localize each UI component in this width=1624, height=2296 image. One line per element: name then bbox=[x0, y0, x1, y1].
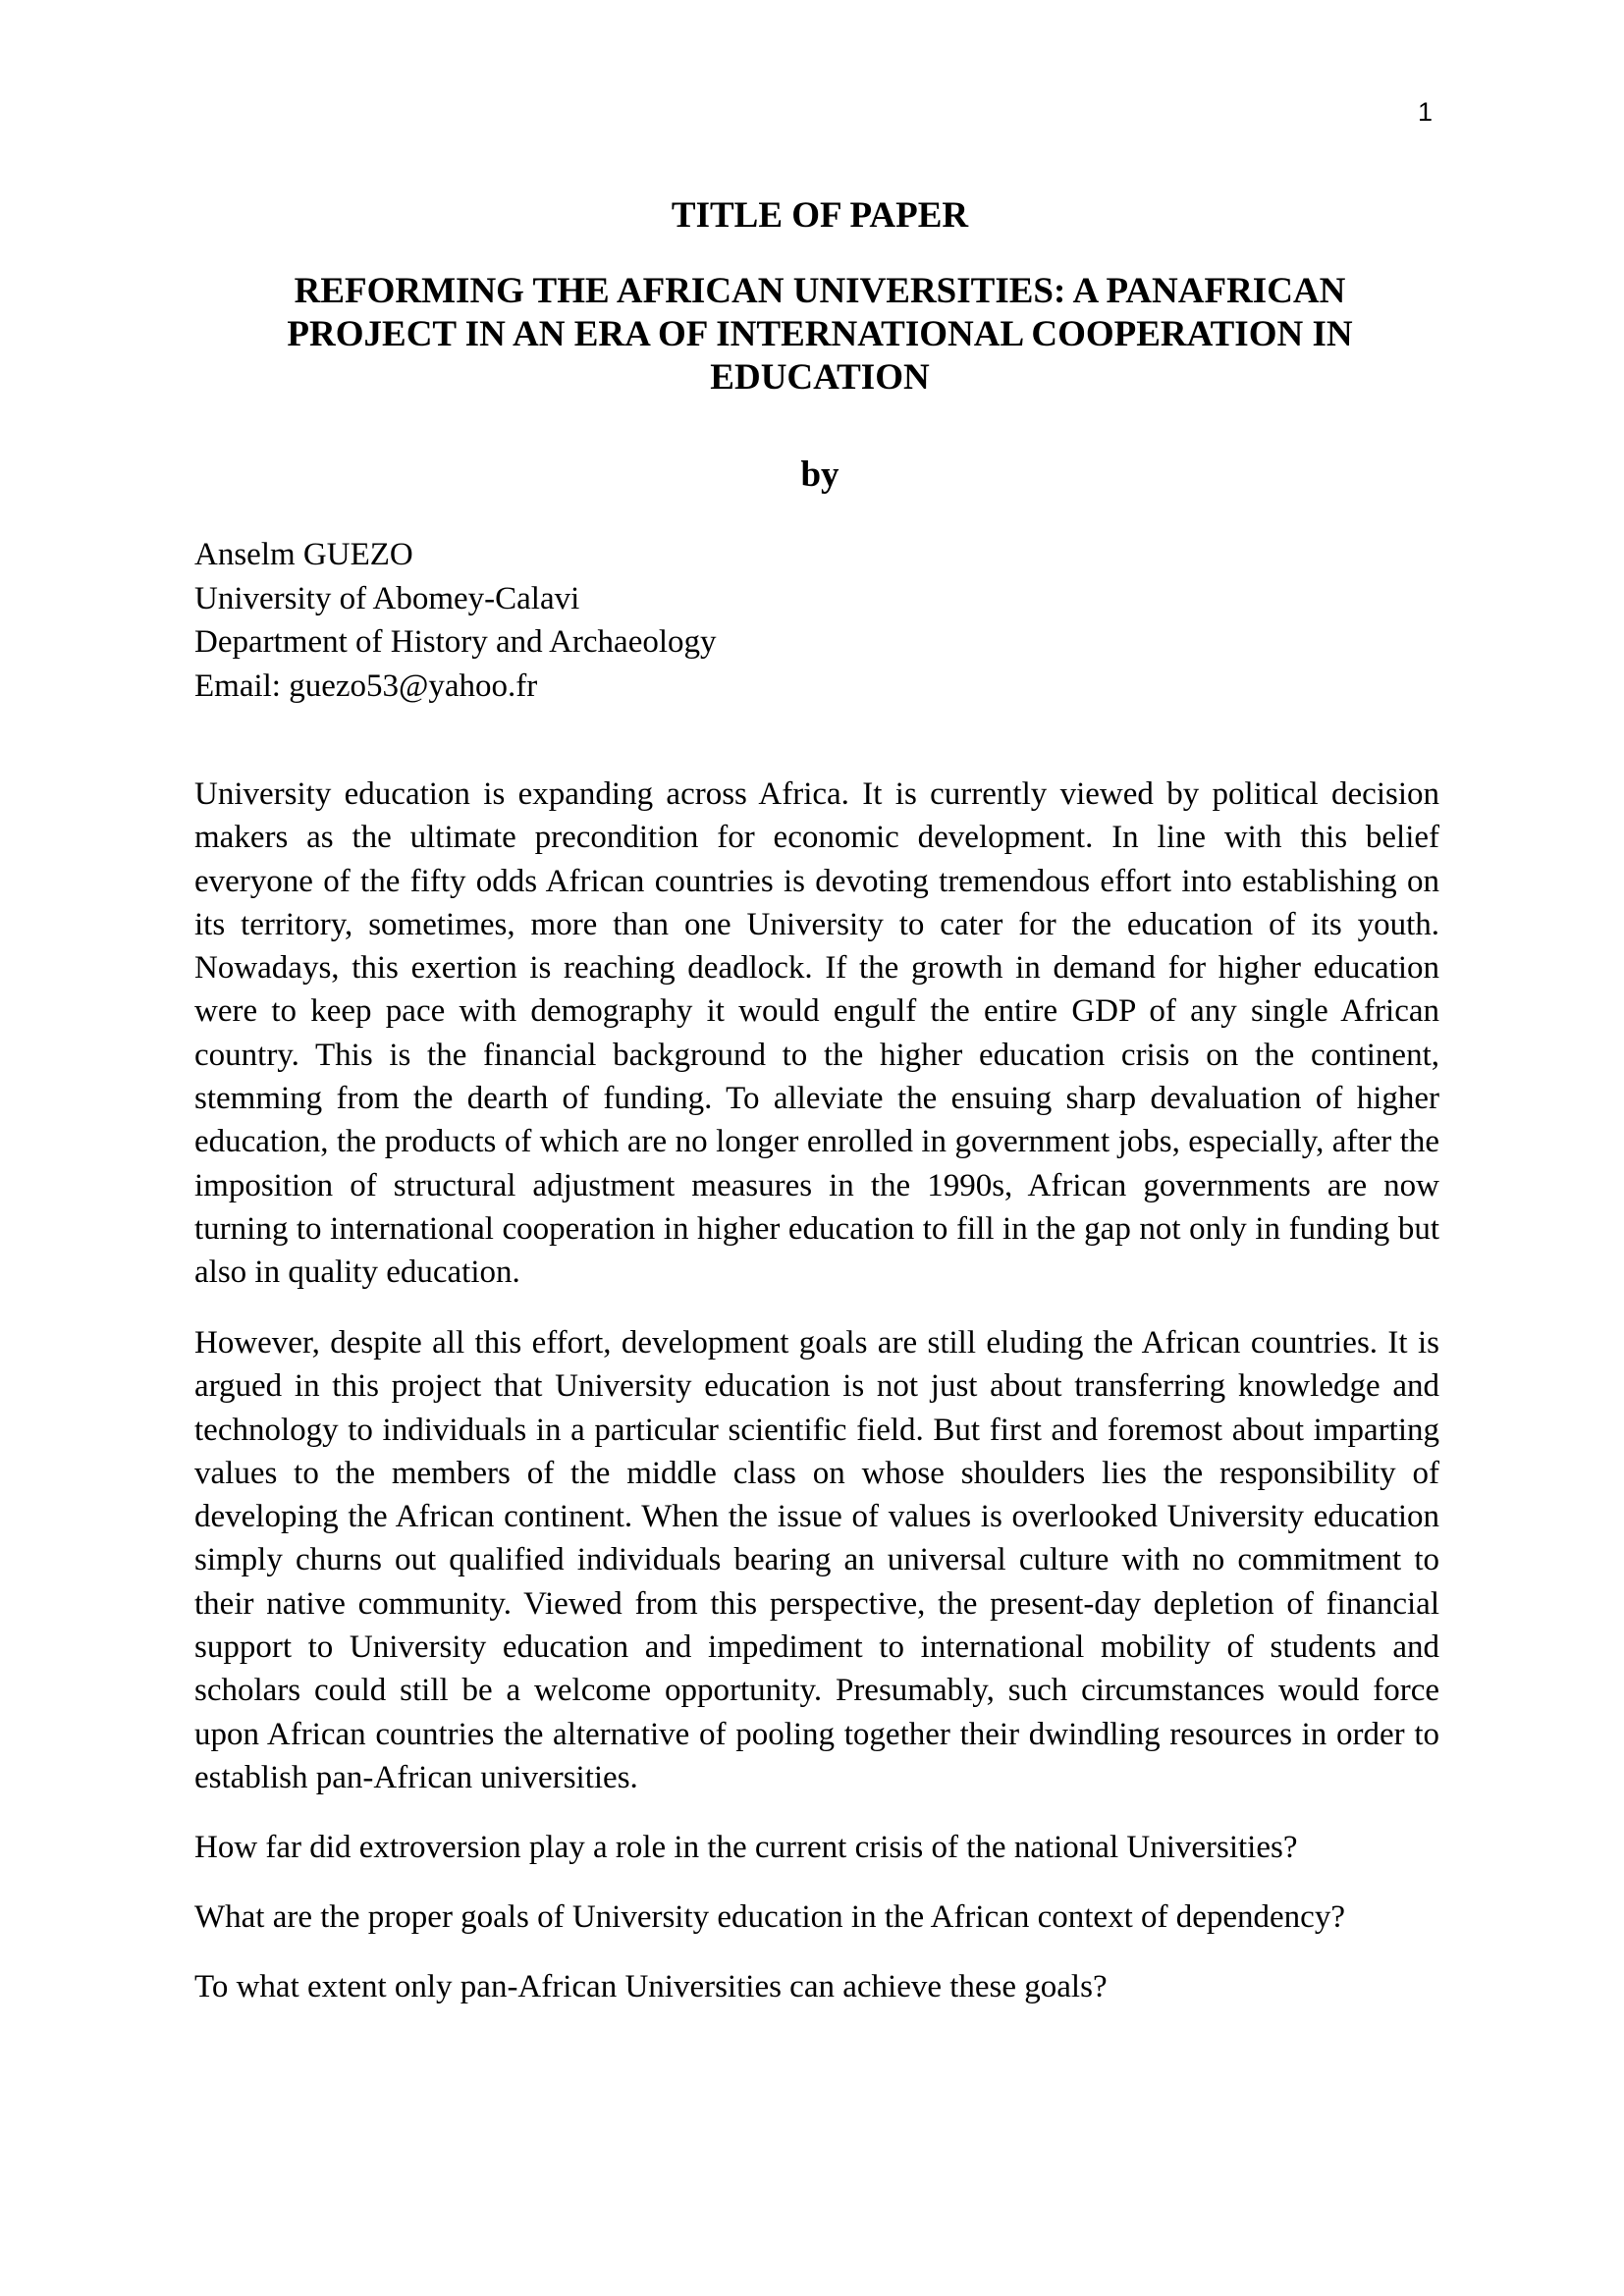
author-institution: University of Abomey-Calavi bbox=[194, 580, 580, 616]
paper-title bbox=[177, 270, 1463, 400]
body-paragraph: University education is expanding across Africa. It is currently viewed by political decision makers as the ultimate precondition for economic development. In line with this belief everyone of the fifty odds African countries is devoting tremendous effort into establishing on its territory, sometimes, more than one University to cater for the education of its youth. Nowadays, this exertion is reaching deadlock. If the growth in demand for higher education were to keep pace with demography it would engulf the entire GDP of any single African country. This is the financial background to the higher education crisis on the continent, stemming from the dearth of funding. To alleviate the ensuing sharp devaluation of higher education, the products of which are no longer enrolled in government jobs, especially, after the imposition of structural adjustment measures in the 1990s, African governments are now turning to international cooperation in higher education to fill in the gap not only in funding but also in quality education. bbox=[194, 776, 1439, 1291]
research-question: How far did extroversion play a role in the current crisis of the national Universities? bbox=[194, 1830, 1298, 1865]
paper-title-line: PROJECT IN AN ERA OF INTERNATIONAL COOPERATION IN bbox=[287, 314, 1353, 354]
byline: by bbox=[800, 454, 839, 495]
author-block bbox=[194, 533, 717, 708]
paper-title-line: REFORMING THE AFRICAN UNIVERSITIES: A PANAFRICAN bbox=[294, 271, 1346, 311]
page-number: 1 bbox=[1418, 97, 1434, 127]
research-question: To what extent only pan-African Universities can achieve these goals? bbox=[194, 1969, 1108, 2004]
research-question: What are the proper goals of University education in the African context of dependency? bbox=[194, 1899, 1345, 1935]
author-department: Department of History and Archaeology bbox=[194, 624, 717, 660]
document-label: TITLE OF PAPER bbox=[671, 195, 969, 236]
author-email: Email: guezo53@yahoo.fr bbox=[194, 667, 538, 704]
body-paragraph: However, despite all this effort, development goals are still eluding the African countries. It is argued in this project that University education is not just about transferring knowledge and technology to individuals in a particular scientific field. But first and foremost about imparting values to the members of the middle class on whose shoulders lies the responsibility of developing the African continent. When the issue of values is overlooked University education simply churns out qualified individuals bearing an universal culture with no commitment to their native community. Viewed from this perspective, the present-day depletion of financial support to University education and impediment to international mobility of students and scholars could still be a welcome opportunity. Presumably, such circumstances would force upon African countries the alternative of pooling together their dwindling resources in order to establish pan-African universities. bbox=[194, 1325, 1439, 1795]
author-name: Anselm GUEZO bbox=[194, 537, 413, 572]
paper-title-line: EDUCATION bbox=[710, 357, 930, 398]
